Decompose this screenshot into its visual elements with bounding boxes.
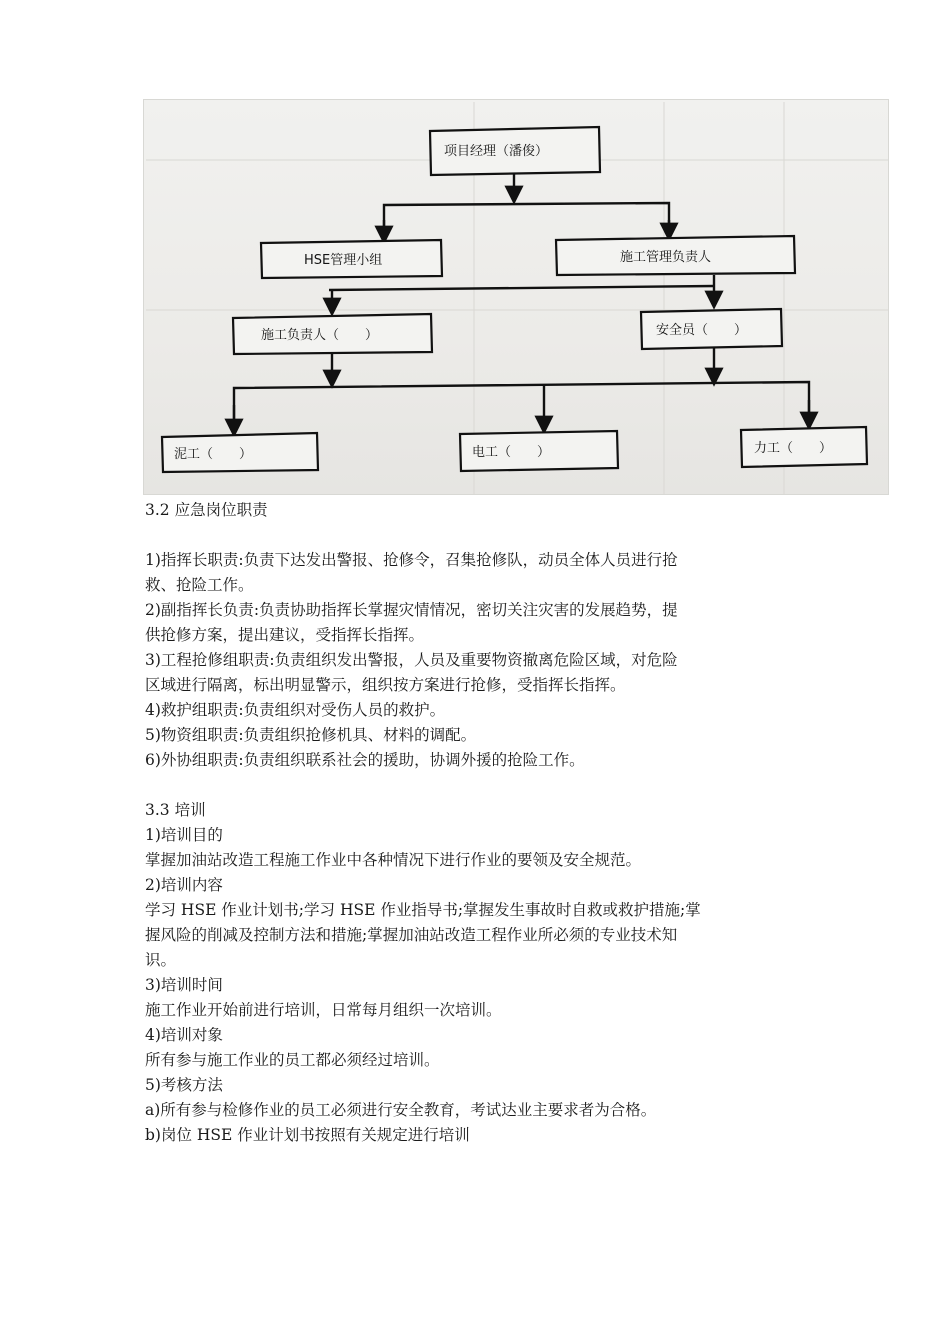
paragraph-line: a)所有参与检修作业的员工必须进行安全教育，考试达业主要求者为合格。	[145, 1101, 657, 1119]
org-chart-photo	[143, 99, 889, 495]
paragraph-line: 所有参与施工作业的员工都必须经过培训。	[145, 1051, 440, 1069]
paragraph-line: 5)物资组职责:负责组织抢修机具、材料的调配。	[145, 726, 477, 744]
section-heading-3-2: 3.2 应急岗位职责	[145, 501, 268, 519]
paragraph-line: 1)培训目的	[145, 826, 223, 844]
paragraph-line: 掌握加油站改造工程施工作业中各种情况下进行作业的要领及安全规范。	[145, 851, 642, 869]
document-body	[145, 498, 825, 1148]
node-laborer: 力工（ ）	[754, 441, 833, 456]
node-construction-manager: 施工管理负责人	[620, 250, 712, 265]
paragraph-line: 4)培训对象	[145, 1026, 223, 1044]
node-hse-group: HSE管理小组	[304, 253, 383, 268]
paragraph-line: 2)副指挥长负责:负责协助指挥长掌握灾情情况，密切关注灾害的发展趋势，提	[145, 601, 678, 619]
paragraph-line: 4)救护组职责:负责组织对受伤人员的救护。	[145, 701, 446, 719]
paragraph-line: 3)工程抢修组职责:负责组织发出警报，人员及重要物资撤离危险区域，对危险	[145, 651, 678, 669]
node-construction-lead: 施工负责人（ ）	[261, 328, 379, 343]
paragraph-line: b)岗位 HSE 作业计划书按照有关规定进行培训	[145, 1126, 470, 1144]
paragraph-line: 施工作业开始前进行培训，日常每月组织一次培训。	[145, 1001, 502, 1019]
paragraph-line: 供抢修方案，提出建议，受指挥长指挥。	[145, 626, 425, 644]
paragraph-line: 2)培训内容	[145, 876, 223, 894]
paragraph-line: 握风险的削减及控制方法和措施;掌握加油站改造工程作业所必须的专业技术知	[145, 926, 678, 944]
paragraph-line: 6)外协组职责:负责组织联系社会的援助，协调外援的抢险工作。	[145, 751, 585, 769]
chart-connectors	[234, 174, 809, 433]
node-safety-officer: 安全员（ ）	[656, 323, 748, 338]
section-heading-3-3: 3.3 培训	[145, 801, 206, 819]
paragraph-line: 识。	[145, 951, 177, 969]
paragraph-line: 1)指挥长职责:负责下达发出警报、抢修令，召集抢修队，动员全体人员进行抢	[145, 551, 678, 569]
paragraph-line: 救、抢险工作。	[145, 576, 254, 594]
paragraph-line: 5)考核方法	[145, 1076, 223, 1094]
blank-line	[145, 523, 825, 548]
node-mason: 泥工（ ）	[174, 447, 253, 462]
paragraph-line: 区域进行隔离，标出明显警示，组织按方案进行抢修，受指挥长指挥。	[145, 676, 626, 694]
node-electrician: 电工（ ）	[472, 445, 551, 460]
paragraph-line: 学习 HSE 作业计划书;学习 HSE 作业指导书;掌握发生事故时自救或救护措施;掌	[145, 901, 701, 919]
org-chart	[144, 100, 890, 496]
node-project-manager: 项目经理（潘俊）	[444, 144, 549, 159]
blank-line	[145, 773, 825, 798]
paragraph-line: 3)培训时间	[145, 976, 223, 994]
